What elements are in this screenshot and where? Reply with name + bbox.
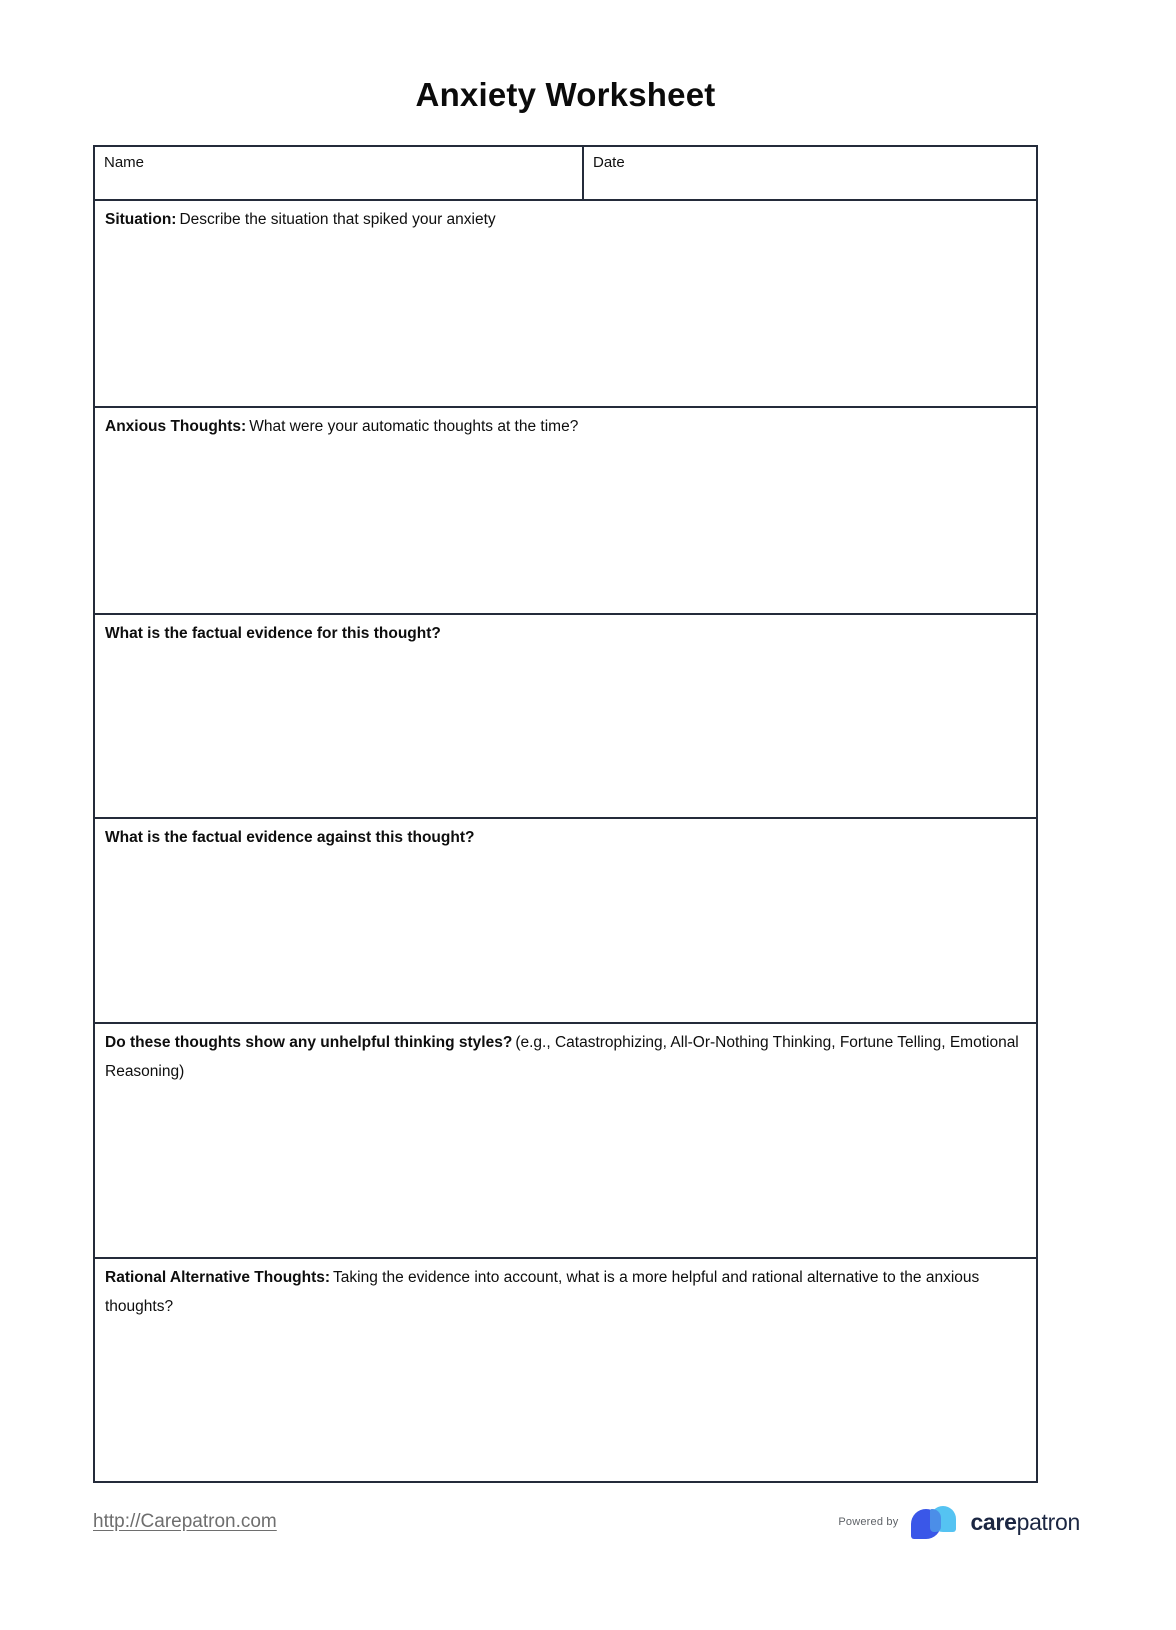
section-anxious-thoughts-prompt: What were your automatic thoughts at the time? xyxy=(249,418,579,435)
section-evidence-against-label: What is the factual evidence against this thought? xyxy=(105,829,475,846)
situation-answer-area[interactable] xyxy=(95,234,1036,406)
section-thinking-styles-prompt: (e.g., Catastrophizing, All-Or-Nothing Thinking, Fortune Telling, Emotional Reasoning) xyxy=(105,1034,1019,1080)
evidence-for-answer-area[interactable] xyxy=(95,648,1036,817)
rational-alternative-answer-area[interactable] xyxy=(95,1321,1036,1481)
section-situation xyxy=(95,201,1036,406)
section-thinking-styles-header xyxy=(95,1024,1036,1086)
name-label: Name xyxy=(104,154,145,171)
section-thinking-styles-label: Do these thoughts show any unhelpful thinking styles? xyxy=(105,1034,513,1051)
section-evidence-for-label: What is the factual evidence for this thought? xyxy=(105,625,441,642)
section-evidence-for-header xyxy=(95,615,1036,648)
carepatron-logo-icon xyxy=(911,1505,957,1539)
section-situation-label: Situation: xyxy=(105,211,177,228)
date-label: Date xyxy=(593,154,625,171)
carepatron-url-link[interactable]: http://Carepatron.com xyxy=(93,1511,277,1532)
section-rational-alternative-prompt: Taking the evidence into account, what is a more helpful and rational alternative to the anxious thoughts? xyxy=(105,1269,980,1315)
section-rational-alternative-header xyxy=(95,1259,1036,1321)
section-situation-header xyxy=(95,201,1036,234)
page-title: Anxiety Worksheet xyxy=(415,76,716,113)
section-thinking-styles xyxy=(95,1022,1036,1257)
anxious-thoughts-answer-area[interactable] xyxy=(95,441,1036,613)
section-situation-prompt: Describe the situation that spiked your anxiety xyxy=(179,211,496,228)
thinking-styles-answer-area[interactable] xyxy=(95,1086,1036,1257)
worksheet-content xyxy=(93,76,1038,1483)
section-rational-alternative xyxy=(95,1257,1036,1481)
section-anxious-thoughts-label: Anxious Thoughts: xyxy=(105,418,247,435)
evidence-against-answer-area[interactable] xyxy=(95,852,1036,1022)
name-date-row xyxy=(95,147,1036,201)
wordmark-care: care xyxy=(970,1508,1017,1535)
section-evidence-against-header xyxy=(95,819,1036,852)
carepatron-brand xyxy=(838,1505,1080,1539)
wordmark-patron: patron xyxy=(1016,1508,1080,1535)
date-field[interactable] xyxy=(584,147,1036,199)
section-evidence-against xyxy=(95,817,1036,1022)
powered-by-label: Powered by xyxy=(838,1516,899,1528)
name-field[interactable] xyxy=(95,147,584,199)
worksheet-table xyxy=(93,145,1038,1483)
section-anxious-thoughts-header xyxy=(95,408,1036,441)
footer xyxy=(93,1505,1080,1539)
carepatron-wordmark xyxy=(970,1509,1080,1536)
section-rational-alternative-label: Rational Alternative Thoughts: xyxy=(105,1269,331,1286)
section-evidence-for xyxy=(95,613,1036,817)
section-anxious-thoughts xyxy=(95,406,1036,613)
